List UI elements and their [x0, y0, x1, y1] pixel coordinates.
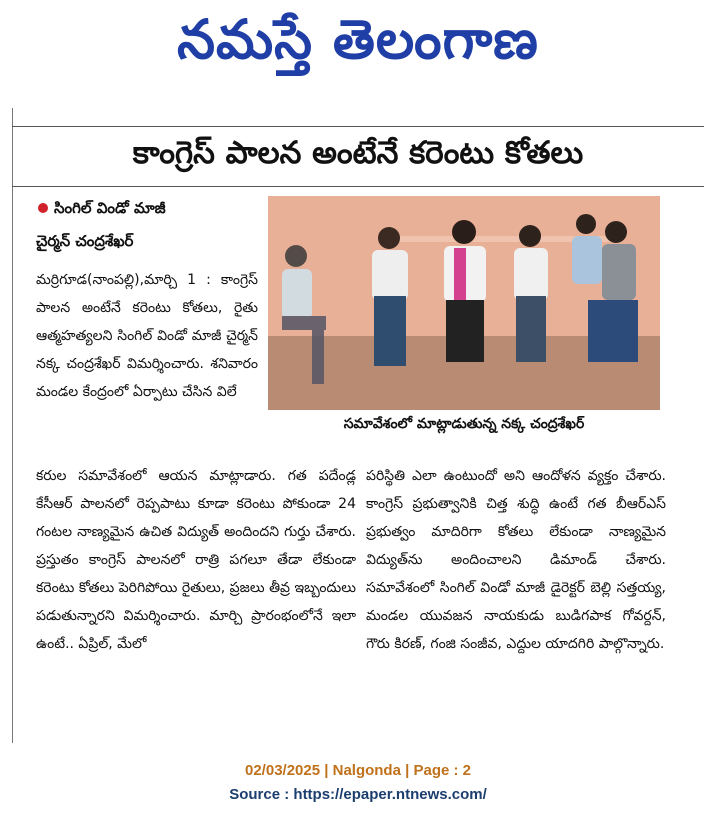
- article-headline: కాంగ్రెస్ పాలన అంటేనే కరెంటు కోతలు: [132, 134, 584, 171]
- headline-top-rule: [12, 126, 704, 127]
- column-divider-left: [12, 108, 13, 743]
- footer-source-link[interactable]: Source : https://epaper.ntnews.com/: [229, 786, 487, 803]
- article-body-left-bottom: కరుల సమావేశంలో ఆయన మాట్లాడారు. గత పదేండ్ల కేసీఆర్ పాలనలో రెప్పపాటు కూడా కరెంటు పోకుండా 24 గంటల నాణ్యమైన ఉచిత విద్యుత్ అందిందని గుర్తు చేశారు. ప్రస్తుతం కాంగ్రెస్ పాలనలో రాత్రి పగలూ తేడా లేకుండా కరెంటు కోతలు పెరిగిపోయి రైతులు, ప్రజలు తీవ్ర ఇబ్బందులు పడుతున్నారని విమర్శించారు. మార్చి ప్రారంభంలోనే ఇలా ఉంటే.. ఏప్రిల్, మేలో: [36, 468, 356, 652]
- news-photo-illustration: [268, 196, 660, 410]
- sub-heading-line-2: చైర్మన్ చంద్రశేఖర్: [36, 232, 134, 250]
- sub-heading-line-1: సింగిల్ విండో మాజీ: [54, 199, 166, 217]
- cropped-previous-article-strip: [12, 93, 704, 107]
- article-body-left-top: మర్రిగూడ(నాంపల్లి),మార్చి 1 : కాంగ్రెస్ పాలన అంటేనే కరెంటు కోతలు, రైతు ఆత్మహత్యలని సింగిల్ విండో మాజీ చైర్మన్ నక్క చంద్రశేఖర్ విమర్శించారు. శనివారం మండల కేంద్రంలో ఏర్పాటు చేసిన విలే: [36, 272, 258, 400]
- masthead-title: నమస్తే తెలంగాణ: [177, 7, 539, 71]
- news-photo: [268, 196, 660, 410]
- cropped-next-article-strip: [12, 742, 704, 754]
- sub-heading: [36, 192, 266, 258]
- headline-bottom-rule: [12, 186, 704, 187]
- footer-date-edition-page: 02/03/2025 | Nalgonda | Page : 2: [245, 762, 471, 779]
- photo-caption: సమావేశంలో మాట్లాడుతున్న నక్క చంద్రశేఖర్: [343, 416, 585, 432]
- article-body-right: పరిస్థితి ఎలా ఉంటుందో అని ఆందోళన వ్యక్తం చేశారు. కాంగ్రెస్ ప్రభుత్వానికి చిత్త శుద్ధి ఉంటే గత బీఆర్ఎస్ ప్రభుత్వం మాదిరిగా కోతలు లేకుండా నాణ్యమైన విద్యుత్‌ను అందించాలని డిమాండ్ చేశారు. సమావేశంలో సింగిల్ విండో మాజీ డైరెక్టర్ బెల్లి సత్తయ్య, మండల యువజన నాయకుడు బుడిగపాక గోవర్దన్, గౌరు కిరణ్, గంజి సంజీవ, ఎద్దుల యాదగిరి పాల్గొన్నారు.: [366, 468, 666, 652]
- headline-block: [12, 128, 704, 184]
- newspaper-masthead: [0, 0, 716, 92]
